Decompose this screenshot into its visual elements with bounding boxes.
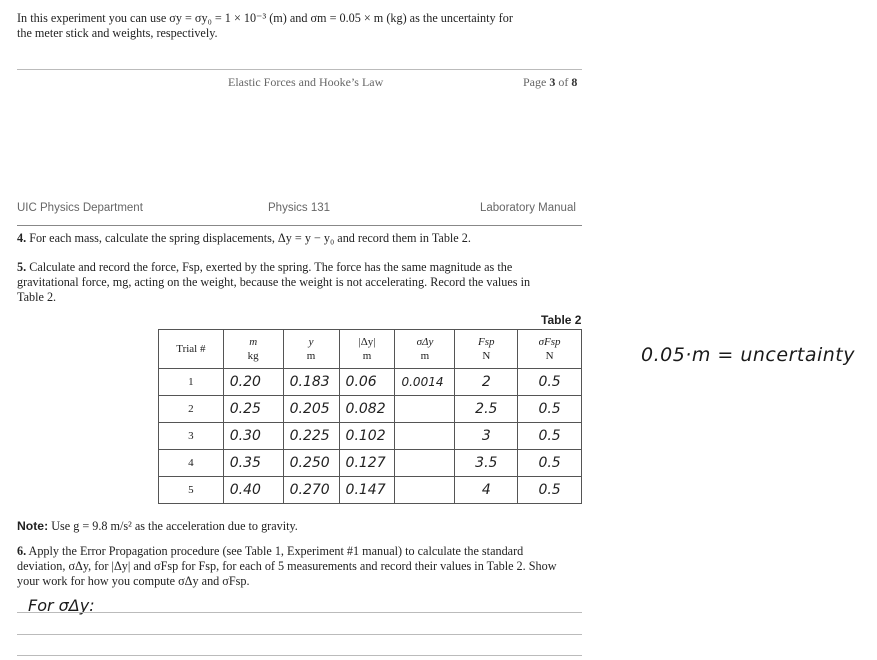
- cell-sigma-delta-y[interactable]: [395, 450, 455, 477]
- page-indicator: [523, 75, 577, 90]
- answer-line-3[interactable]: [17, 655, 582, 656]
- cell-delta-y[interactable]: 0.147: [339, 477, 395, 504]
- col-trial: Trial #: [159, 330, 224, 369]
- step-5: [17, 260, 597, 305]
- table-header-row: [159, 330, 582, 369]
- col-sigma-delta-y: σΔy m: [395, 330, 455, 369]
- cell-y[interactable]: 0.183: [283, 369, 339, 396]
- cell-y[interactable]: 0.205: [283, 396, 339, 423]
- note-label: Note:: [17, 519, 49, 533]
- col-sigma-fsp: σFsp N: [518, 330, 582, 369]
- answer-line-2[interactable]: [17, 634, 582, 635]
- cell-fsp[interactable]: 3.5: [455, 450, 518, 477]
- cell-trial: 3: [159, 423, 224, 450]
- table-row: [159, 369, 582, 396]
- footer-title: Elastic Forces and Hooke’s Law: [228, 75, 384, 89]
- cell-sigma-fsp[interactable]: 0.5: [518, 396, 582, 423]
- header-course: Physics 131: [268, 202, 331, 214]
- step-4-text: For each mass, calculate the spring displacements, Δy = y − y₀ and record them in Table 2.: [29, 231, 471, 245]
- page-prefix: Page: [523, 75, 547, 89]
- cell-sigma-delta-y[interactable]: [395, 423, 455, 450]
- cell-trial: 5: [159, 477, 224, 504]
- header-dept: UIC Physics Department: [17, 202, 143, 214]
- step-5-line-1: Calculate and record the force, Fsp, exerted by the spring. The force has the same magnitude as the: [29, 260, 513, 274]
- cell-mass[interactable]: 0.30: [223, 423, 283, 450]
- cell-sigma-delta-y[interactable]: [395, 477, 455, 504]
- cell-delta-y[interactable]: 0.127: [339, 450, 395, 477]
- col-fsp: Fsp N: [455, 330, 518, 369]
- cell-sigma-delta-y[interactable]: [395, 396, 455, 423]
- cell-fsp[interactable]: 2: [455, 369, 518, 396]
- cell-sigma-fsp[interactable]: 0.5: [518, 477, 582, 504]
- step-4: [17, 231, 597, 246]
- answer-line-1[interactable]: [17, 612, 582, 613]
- cell-mass[interactable]: 0.35: [223, 450, 283, 477]
- col-y: y m: [283, 330, 339, 369]
- step-6-number: 6.: [17, 544, 27, 558]
- step-6-line-3: your work for how you compute σΔy and σFsp.: [17, 574, 250, 588]
- note-text: Use g = 9.8 m/s² as the acceleration due to gravity.: [51, 519, 298, 533]
- cell-mass[interactable]: 0.20: [223, 369, 283, 396]
- cell-delta-y[interactable]: 0.102: [339, 423, 395, 450]
- cell-y[interactable]: 0.270: [283, 477, 339, 504]
- cell-fsp[interactable]: 2.5: [455, 396, 518, 423]
- intro-line-2: the meter stick and weights, respectively.: [17, 26, 218, 40]
- table-2: [158, 329, 582, 504]
- header-manual: Laboratory Manual: [480, 202, 576, 214]
- step-5-number: 5.: [17, 260, 27, 274]
- col-mass: m kg: [223, 330, 283, 369]
- cell-fsp[interactable]: 4: [455, 477, 518, 504]
- page-number: 3: [549, 75, 556, 89]
- step-6-line-2: deviation, σΔy, for |Δy| and σFsp for Fsp, for each of 5 measurements and record their values in Table 2. Show: [17, 559, 557, 573]
- cell-sigma-fsp[interactable]: 0.5: [518, 450, 582, 477]
- cell-fsp[interactable]: 3: [455, 423, 518, 450]
- cell-sigma-fsp[interactable]: 0.5: [518, 423, 582, 450]
- page-total: 8: [571, 75, 578, 89]
- intro-line-1: In this experiment you can use σy = σy₀ = 1 × 10⁻³ (m) and σm = 0.05 × m (kg) as the uncertainty for: [17, 11, 513, 25]
- table-row: [159, 423, 582, 450]
- step-6: [17, 544, 597, 589]
- col-delta-y: |Δy| m: [339, 330, 395, 369]
- cell-mass[interactable]: 0.25: [223, 396, 283, 423]
- cell-mass[interactable]: 0.40: [223, 477, 283, 504]
- cell-y[interactable]: 0.225: [283, 423, 339, 450]
- cell-trial: 2: [159, 396, 224, 423]
- handwritten-side-note: 0.05·m = uncertainty: [641, 344, 855, 366]
- cell-delta-y[interactable]: 0.06: [339, 369, 395, 396]
- step-5-line-3: Table 2.: [17, 290, 57, 304]
- table-row: [159, 477, 582, 504]
- intro-paragraph: [17, 11, 597, 41]
- footer-rule: [17, 69, 582, 70]
- page-of: of: [558, 75, 569, 89]
- step-5-line-2: gravitational force, mg, acting on the weight, because the weight is not accelerating. Record the values in: [17, 275, 531, 289]
- cell-trial: 1: [159, 369, 224, 396]
- header-rule: [17, 225, 582, 226]
- cell-trial: 4: [159, 450, 224, 477]
- cell-y[interactable]: 0.250: [283, 450, 339, 477]
- cell-sigma-delta-y[interactable]: 0.0014: [395, 369, 455, 396]
- table-row: [159, 396, 582, 423]
- handwritten-for-sigma-dy: For σΔy:: [28, 596, 95, 615]
- step-6-line-1: Apply the Error Propagation procedure (see Table 1, Experiment #1 manual) to calculate the standard: [28, 544, 524, 558]
- step-4-number: 4.: [17, 231, 27, 245]
- table-caption: Table 2: [541, 313, 582, 327]
- cell-sigma-fsp[interactable]: 0.5: [518, 369, 582, 396]
- cell-delta-y[interactable]: 0.082: [339, 396, 395, 423]
- table-row: [159, 450, 582, 477]
- note-gravity: [17, 519, 597, 534]
